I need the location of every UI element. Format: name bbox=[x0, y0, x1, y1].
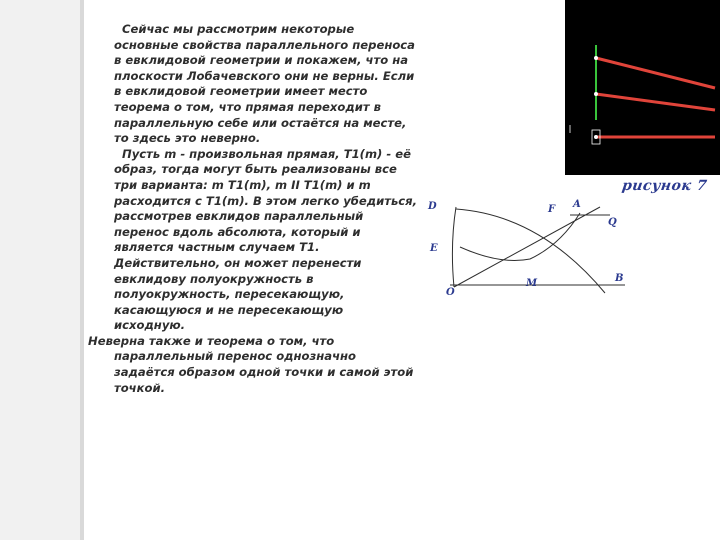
label-D: D bbox=[428, 201, 437, 212]
paragraph-3: Неверна также и теорема о том, что параллельный перенос однозначно задаётся образом одной точки и самой этой точкой. bbox=[88, 333, 414, 395]
label-A: A bbox=[573, 199, 581, 210]
label-F: F bbox=[548, 204, 556, 215]
figure-caption: рисунок 7 bbox=[620, 178, 709, 194]
label-B: B bbox=[615, 273, 624, 284]
left-sidebar-edge bbox=[80, 0, 84, 540]
main-text bbox=[88, 22, 418, 396]
paragraph-1: Сейчас мы рассмотрим некоторые основные свойства параллельного переноса в евклидовой геометрии и покажем, что на плоскости Лобачевского они не верны. Если в евклидовой геометрии имеет место теорема о том, что прямая переходит в параллельную себе или остаётся на месте, то здесь это неверно. bbox=[114, 22, 415, 146]
geometry-diagram-drawing bbox=[420, 195, 640, 305]
paragraph-2: Пусть m - произвольная прямая, T1(m) - её образ, тогда могут быть реализованы все три варианта: m T1(m), m II T1(m) и m расходится с T1(m). В этом легко убедиться, рассмотрев евклидов параллельный перенос вдоль абсолюта, который и является частным случаем T1. Действительно, он может перенести евклидову полуокружность в полуокружность, пересекающую, касающуюся и не пересекающую исходную. bbox=[114, 146, 417, 333]
left-sidebar-bar bbox=[0, 0, 80, 540]
label-E: E bbox=[430, 243, 438, 254]
photo-parallel-lines bbox=[565, 0, 720, 175]
label-M: M bbox=[526, 278, 538, 289]
photo-parallel-lines-drawing bbox=[565, 0, 720, 175]
label-Q: Q bbox=[608, 217, 617, 228]
geometry-diagram bbox=[420, 195, 640, 305]
label-O: O bbox=[446, 287, 455, 298]
